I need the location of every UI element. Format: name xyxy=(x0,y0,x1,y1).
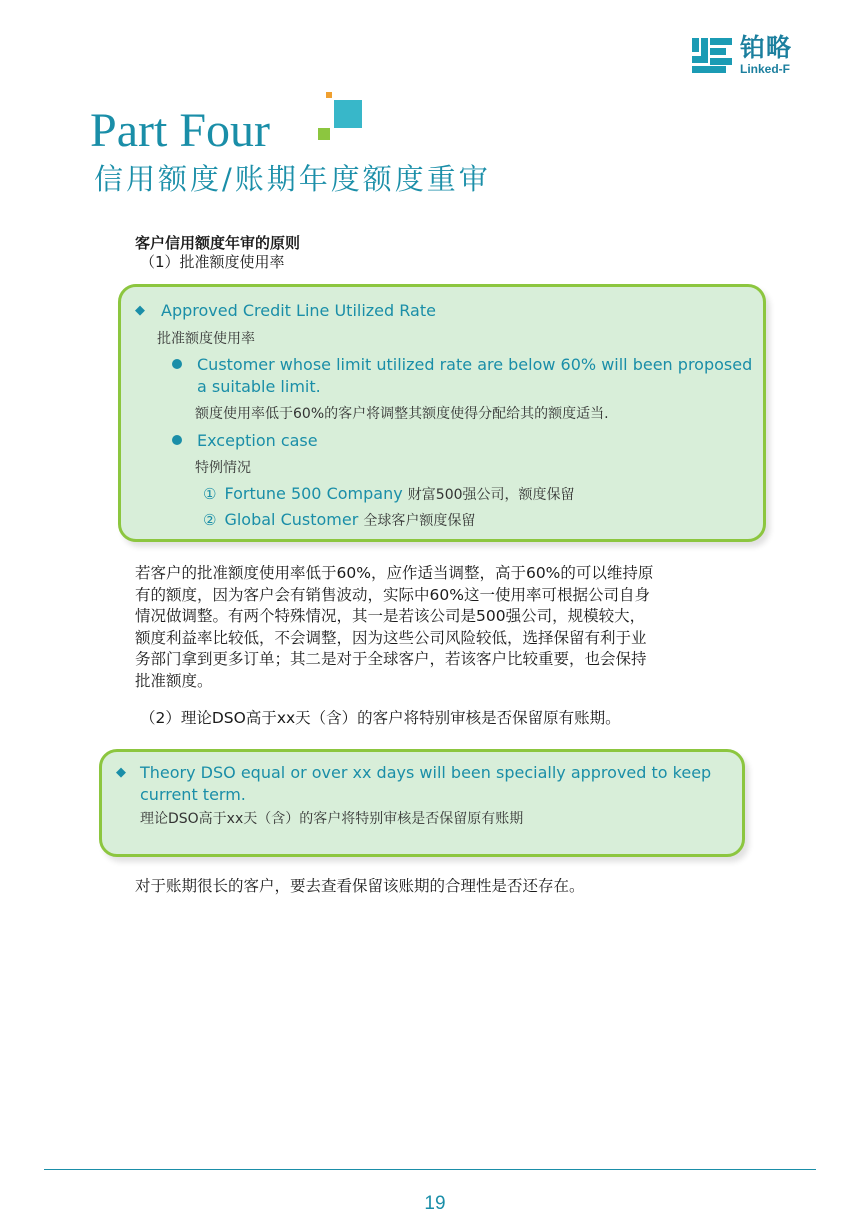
paragraph-line: 情况做调整。有两个特殊情况，其一是若该公司是500强公司，规模较大， xyxy=(135,607,646,625)
dso-en-line2: current term. xyxy=(140,785,246,804)
sub1-cn: 额度使用率低于60%的客户将调整其额度使得分配给其的额度适当. xyxy=(195,406,609,422)
paragraph-line: 务部门拿到更多订单；其二是对于全球客户，若该客户比较重要，也会保持 xyxy=(135,650,647,668)
exception-2-en: Global Customer xyxy=(224,510,359,529)
part-title: Part Four xyxy=(90,104,270,157)
footer-divider xyxy=(44,1169,816,1170)
explanation-paragraph xyxy=(135,563,725,692)
exception-2-cn: 全球客户额度保留 xyxy=(363,513,476,529)
exception-item-2 xyxy=(203,509,475,532)
diamond-bullet-icon: ◆ xyxy=(116,765,126,780)
sub1-en-line1: Customer whose limit utilized rate are below 60% will been proposed xyxy=(197,355,753,374)
exception-item-1 xyxy=(203,483,575,506)
item1-title: （1）批准额度使用率 xyxy=(140,253,285,271)
paragraph-line: 额度利益率比较低，不会调整，因为这些公司风险较低，选择保留有利于业 xyxy=(135,628,647,647)
paragraph-line: 若客户的批准额度使用率低于60%，应作适当调整，高于60%的可以维持原 xyxy=(135,564,654,582)
decorative-squares-icon xyxy=(316,90,366,140)
logo-text-cn: 铂略 xyxy=(740,33,793,62)
company-logo xyxy=(692,34,812,78)
circle-bullet-icon xyxy=(172,359,182,369)
dso-cn: 理论DSO高于xx天（含）的客户将特别审核是否保留原有账期 xyxy=(140,811,524,827)
circled-two-icon: ② xyxy=(203,511,217,529)
sub2-en: Exception case xyxy=(197,431,318,450)
circled-one-icon: ① xyxy=(203,485,217,503)
dso-en-line1: Theory DSO equal or over xx days will been specially approved to keep xyxy=(140,763,712,782)
logo-mark-icon xyxy=(692,38,732,76)
conclusion-text: 对于账期很长的客户，要去查看保留该账期的合理性是否还存在。 xyxy=(135,877,585,895)
sub1-en-line2: a suitable limit. xyxy=(197,377,321,396)
diamond-bullet-icon: ◆ xyxy=(135,303,145,318)
paragraph-line: 有的额度，因为客户会有销售波动，实际中60%这一使用率可根据公司自身 xyxy=(135,585,650,604)
exception-1-cn: 财富500强公司，额度保留 xyxy=(407,487,575,503)
logo-text-en: Linked-F xyxy=(740,62,790,76)
callout-box-theory-dso xyxy=(99,749,745,857)
page-number: 19 xyxy=(424,1193,446,1214)
paragraph-line: 批准额度。 xyxy=(135,671,213,690)
item2-title: （2）理论DSO高于xx天（含）的客户将特别审核是否保留原有账期。 xyxy=(140,709,621,727)
part-subtitle: 信用额度/账期年度额度重审 xyxy=(94,162,491,196)
section-heading: 客户信用额度年审的原则 xyxy=(135,234,301,252)
exception-1-en: Fortune 500 Company xyxy=(224,484,403,503)
bullet-cn: 批准额度使用率 xyxy=(157,331,255,347)
sub2-cn: 特例情况 xyxy=(195,460,251,476)
bullet-en: Approved Credit Line Utilized Rate xyxy=(161,301,436,320)
circle-bullet-icon xyxy=(172,435,182,445)
callout-box-utilized-rate xyxy=(118,284,766,542)
